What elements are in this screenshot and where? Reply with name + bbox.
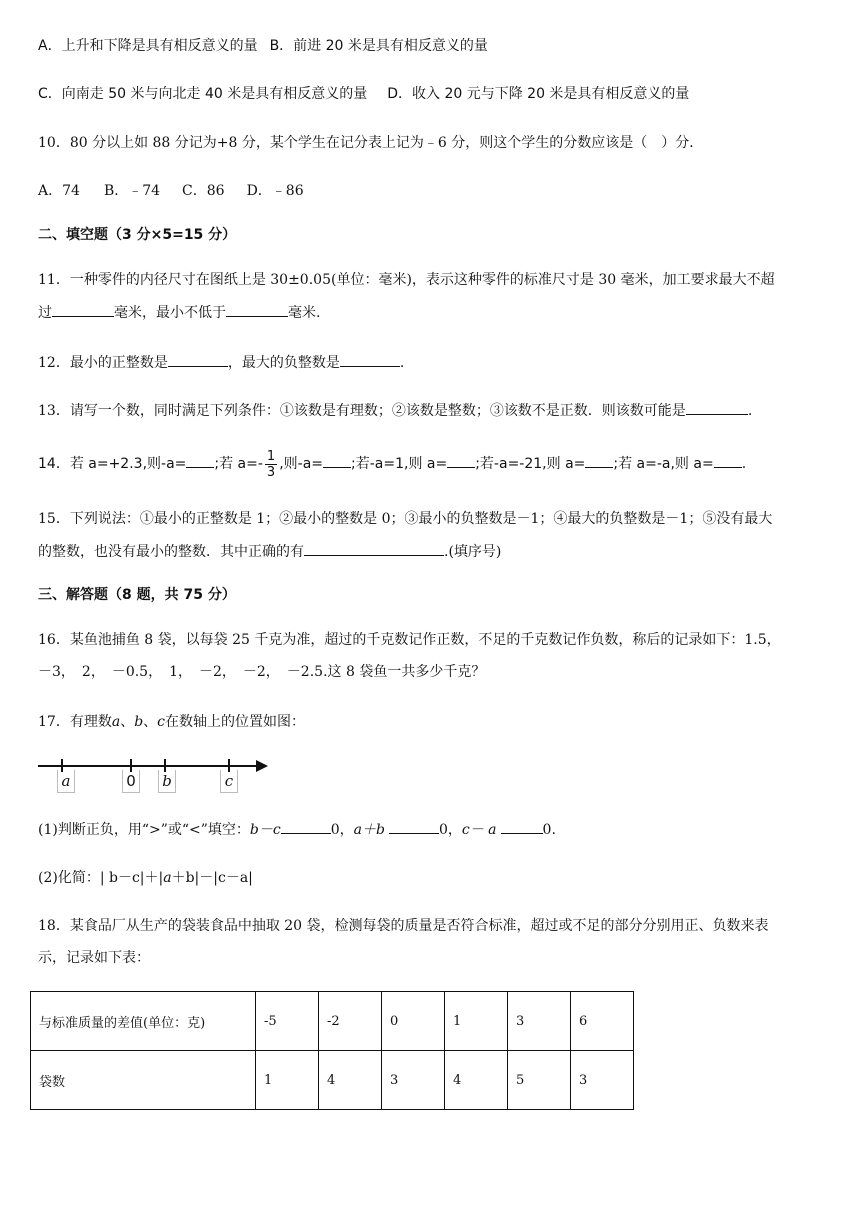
q17-part2-text-1: (2)化简：| b－c|＋| — [38, 870, 164, 886]
table-cell: -5 — [256, 992, 319, 1051]
q17-stem — [38, 712, 305, 732]
q17-expr-1: b－c — [249, 822, 281, 838]
q13 — [38, 400, 752, 421]
q17-var-b: b — [134, 714, 144, 730]
q9-option-a: A．上升和下降是具有相反意义的量 — [38, 38, 258, 54]
label-c: c — [220, 770, 238, 793]
q14-text-7: . — [741, 456, 747, 472]
q18-line-1: 18．某食品厂从生产的袋装食品中抽取 20 袋，检测每袋的质量是否符合标准，超过或不足的部分分别用正、负数来表 — [38, 918, 769, 934]
q17-blank-3[interactable] — [501, 819, 543, 834]
table-cell: 3 — [571, 1051, 634, 1110]
q14-text-5: ;若-a=-21,则 a= — [475, 456, 586, 472]
q12-text-2: ，最大的负整数是 — [227, 355, 340, 371]
q17-sep-1: 、 — [120, 714, 135, 730]
q12-text-3: . — [399, 355, 405, 371]
q17-part-2 — [38, 868, 253, 888]
table-cell: 1 — [445, 992, 508, 1051]
q14-blank-4[interactable] — [585, 453, 613, 468]
q14-text-4: ;若-a=1,则 a= — [351, 456, 448, 472]
table-cell: 3 — [382, 1051, 445, 1110]
q12-text-1: 12．最小的正整数是 — [38, 355, 168, 371]
label-b: b — [158, 770, 176, 793]
q17-blank-2[interactable] — [389, 819, 439, 834]
q10-options — [38, 181, 304, 201]
q12 — [38, 352, 404, 373]
table-cell: 1 — [256, 1051, 319, 1110]
q11-blank-min[interactable] — [226, 302, 288, 317]
label-zero: 0 — [122, 770, 140, 793]
q17-expr-3: c－ a — [461, 822, 497, 838]
q17-zero-1: 0， — [330, 822, 354, 838]
q14 — [38, 446, 746, 482]
q17-var-a: a — [111, 714, 121, 730]
q17-expr-2: a＋b — [353, 822, 385, 838]
q15-line-2 — [38, 541, 501, 562]
table-row-head: 袋数 — [31, 1051, 256, 1110]
q11-text-3: 毫米. — [288, 305, 321, 321]
q14-blank-1[interactable] — [186, 453, 214, 468]
q9-options-row-2 — [38, 84, 689, 104]
q17-part-1 — [38, 819, 556, 840]
q13-text-2: . — [747, 403, 753, 419]
q14-blank-2[interactable] — [323, 453, 351, 468]
q13-text-1: 13．请写一个数，同时满足下列条件：①该数是有理数；②该数是整数；③该数不是正数．则该数可能是 — [38, 403, 686, 419]
q14-fraction-denominator: 3 — [266, 464, 276, 480]
q11-line-1: 11．一种零件的内径尺寸在图纸上是 30±0.05(单位：毫米)，表示这种零件的标准尺寸是 30 毫米，加工要求最大不超 — [38, 272, 775, 288]
q10-stem: 10．80 分以上如 88 分记为+8 分，某个学生在记分表上记为﹣6 分，则这个学生的分数应该是（ ）分． — [38, 135, 704, 151]
table-cell: 6 — [571, 992, 634, 1051]
q10-option-a: A．74 — [38, 183, 80, 199]
q9-option-d: D．收入 20 元与下降 20 米是具有相反意义的量 — [387, 86, 690, 102]
q14-fraction-numerator: 1 — [266, 448, 276, 464]
q9-option-b: B．前进 20 米是具有相反意义的量 — [269, 38, 488, 54]
q15-text-2: .(填序号) — [444, 544, 502, 560]
q17-text-2: 在数轴上的位置如图： — [165, 714, 305, 730]
table-cell: 0 — [382, 992, 445, 1051]
q17-part2-text-2: ＋b|－|c－a| — [171, 870, 253, 886]
q17-var-c: c — [157, 714, 165, 730]
q14-text-2: ;若 a=- — [214, 456, 263, 472]
q15-line-1: 15．下列说法：①最小的正整数是 1；②最小的整数是 0；③最小的负整数是－1；④最大的负整数是－1；⑤没有最大 — [38, 511, 773, 527]
q9-option-c: C．向南走 50 米与向北走 40 米是具有相反意义的量 — [38, 86, 368, 102]
q17-part2-var-a: a — [163, 870, 172, 886]
table-row — [31, 992, 634, 1051]
q11-line-2 — [38, 302, 320, 323]
section-3-heading: 三、解答题（8 题，共 75 分） — [38, 587, 236, 603]
q14-text-1: 14．若 a=+2.3,则-a= — [38, 456, 187, 472]
q15-text-1: 的整数，也没有最小的整数．其中正确的有 — [38, 544, 304, 560]
q17-sep-2: 、 — [143, 714, 158, 730]
table-cell: 5 — [508, 1051, 571, 1110]
q18-table — [30, 991, 634, 1110]
q17-zero-2: 0， — [438, 822, 462, 838]
q16-line-2: －3， 2， －0.5， 1， －2， －2， －2.5.这 8 袋鱼一共多少千克？ — [38, 664, 486, 680]
label-a: a — [57, 770, 75, 793]
table-cell: 4 — [445, 1051, 508, 1110]
q10-option-d: D．﹣86 — [246, 183, 304, 199]
q10-option-c: C．86 — [182, 183, 225, 199]
q14-text-6: ;若 a=-a,则 a= — [613, 456, 714, 472]
q13-blank[interactable] — [686, 400, 748, 415]
q17-part1-text: (1)判断正负，用“>”或“<”填空： — [38, 822, 250, 838]
q16-line-1: 16．某鱼池捕鱼 8 袋，以每袋 25 千克为准，超过的千克数记作正数，不足的千克数记作负数，称后的记录如下：1.5， — [38, 632, 781, 648]
table-cell: -2 — [319, 992, 382, 1051]
q14-fraction — [265, 449, 277, 480]
number-line-arrow-icon — [256, 760, 268, 772]
number-line — [38, 752, 270, 802]
q12-blank-2[interactable] — [340, 352, 400, 367]
q12-blank-1[interactable] — [168, 352, 228, 367]
table-row-head: 与标准质量的差值(单位：克) — [31, 992, 256, 1051]
table-cell: 3 — [508, 992, 571, 1051]
q14-text-3: ,则-a= — [279, 456, 324, 472]
q15-blank[interactable] — [304, 541, 444, 556]
table-row — [31, 1051, 634, 1110]
q10-option-b: B．﹣74 — [103, 183, 161, 199]
section-2-heading: 二、填空题（3 分×5=15 分） — [38, 227, 237, 243]
q11-text-2: 毫米，最小不低于 — [114, 305, 226, 321]
q11-blank-max[interactable] — [52, 302, 114, 317]
q11-text-1: 过 — [38, 305, 52, 321]
q17-zero-3: 0. — [542, 822, 556, 838]
number-line-axis — [38, 765, 258, 767]
q17-text-1: 17．有理数 — [38, 714, 112, 730]
q14-blank-5[interactable] — [714, 453, 742, 468]
table-cell: 4 — [319, 1051, 382, 1110]
q18-line-2: 示，记录如下表： — [38, 950, 150, 966]
q17-blank-1[interactable] — [281, 819, 331, 834]
q14-blank-3[interactable] — [447, 453, 475, 468]
q9-options-row-1 — [38, 36, 488, 56]
